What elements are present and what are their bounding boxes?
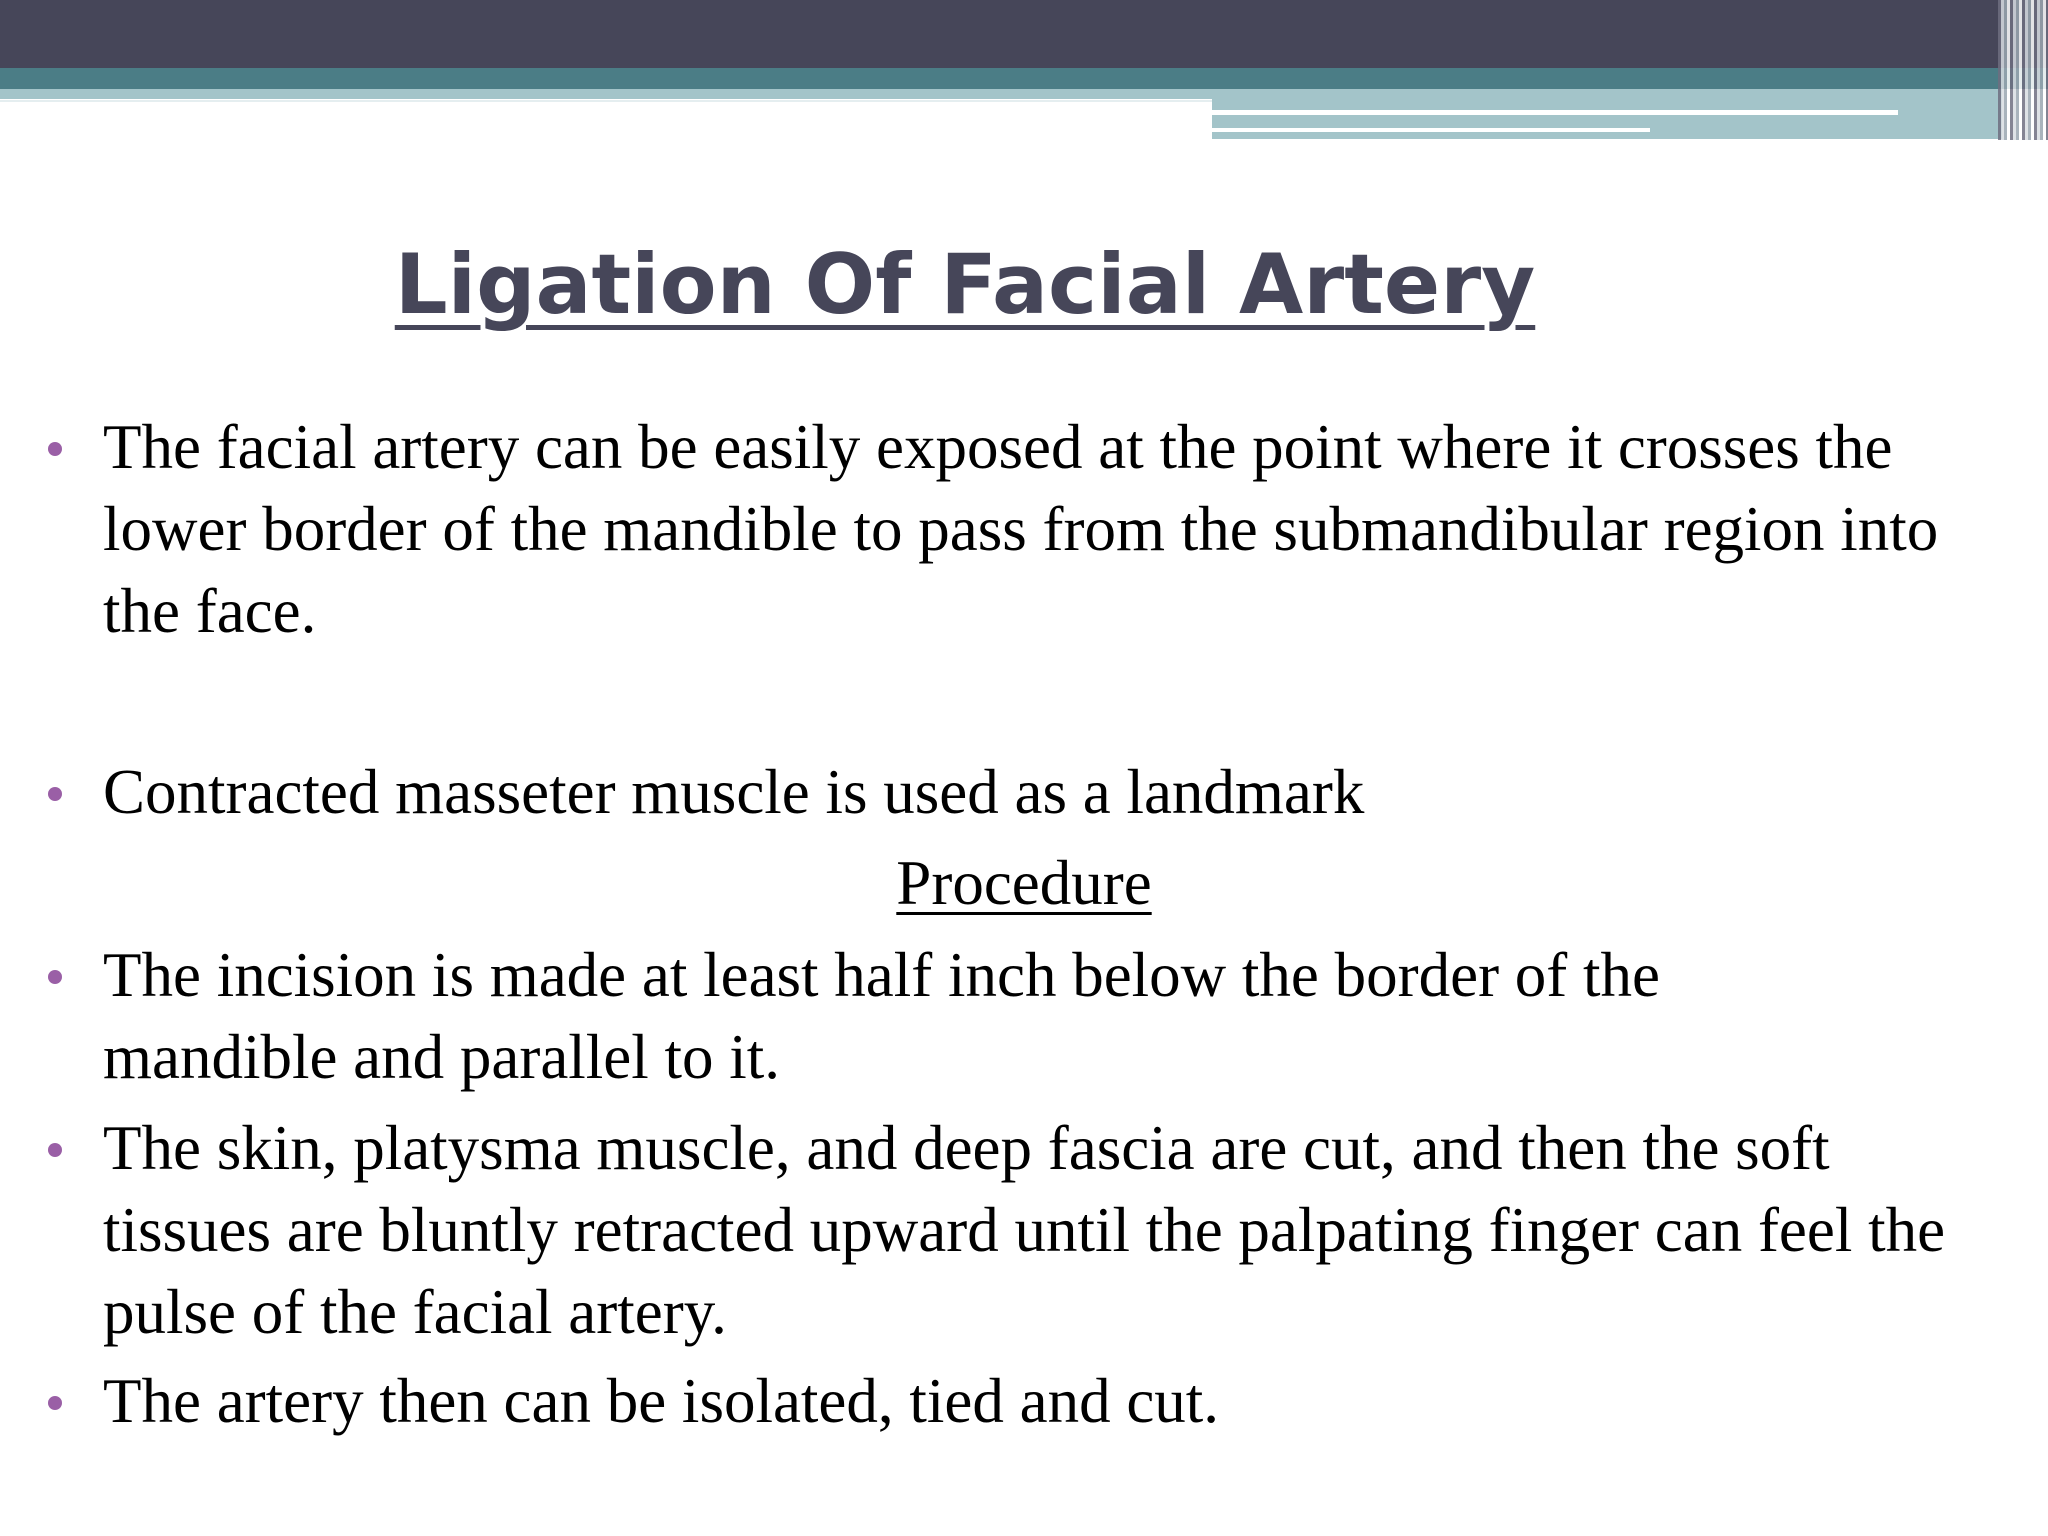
procedure-heading-text: Procedure [896, 848, 1152, 918]
bullet-item: Contracted masseter muscle is used as a landmark [103, 757, 1365, 827]
bullet-item: The incision is made at least half inch below the border of the mandible and parallel to it. [103, 940, 1661, 1092]
bullet-item: The artery then can be isolated, tied and cut. [103, 1366, 1220, 1436]
bullet-icon [48, 970, 62, 984]
bullet-icon [48, 1396, 62, 1410]
bullet-icon [48, 787, 62, 801]
slide-title-text: Ligation Of Facial Artery [394, 236, 1536, 333]
bullet-item: The skin, platysma muscle, and deep fascia are cut, and then the soft tissues are bluntly retracted upward until the palpating finger can feel the pulse of the facial artery. [103, 1113, 1946, 1347]
bullet-icon [48, 1143, 62, 1157]
bullet-icon [48, 442, 62, 456]
bullet-item: The facial artery can be easily exposed at the point where it crosses the lower border of the mandible to pass from the submandibular region into the face. [103, 412, 1939, 646]
procedure-heading [0, 842, 2048, 924]
